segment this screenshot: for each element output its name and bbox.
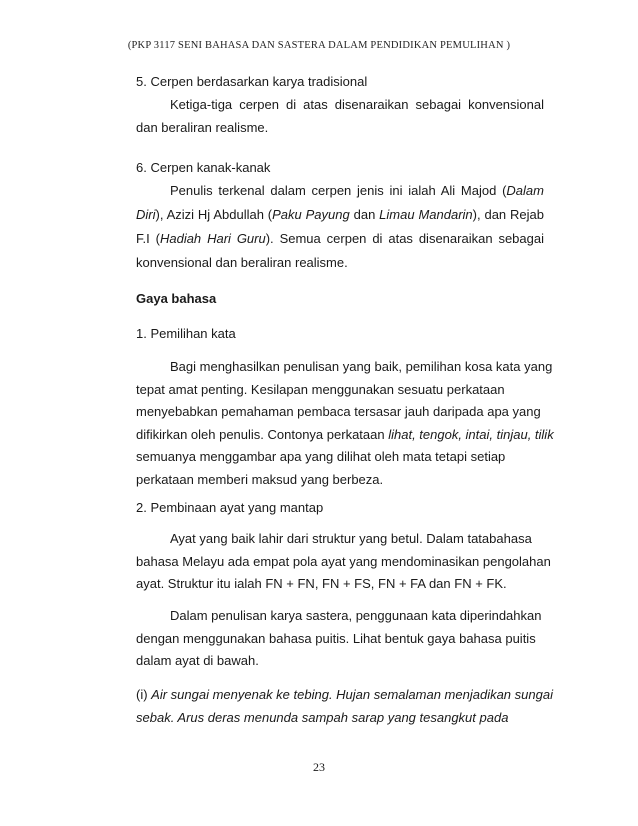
- example-words: lihat, tengok, intai, tinjau, tilik: [388, 426, 554, 442]
- running-header: (PKP 3117 SENI BAHASA DAN SASTERA DALAM PENDIDIKAN PEMULIHAN ): [127, 40, 511, 51]
- sub1-body: [136, 356, 554, 492]
- page-number: 23: [313, 760, 325, 774]
- title-paku-payung: Paku Payung: [272, 207, 350, 222]
- s6-text: ), dan Rejab F.I (: [136, 207, 544, 246]
- sub2-line: bahasa Melayu ada empat pola ayat yang mendominasikan pengolahan: [136, 553, 551, 569]
- example-i: [136, 683, 553, 729]
- sub2-body: [136, 528, 551, 596]
- example-text: Air sungai menyenak ke tebing. Hujan semalaman menjadikan sungai: [151, 687, 553, 702]
- title-hadiah-hari-guru: Hadiah Hari Guru: [159, 231, 266, 246]
- section-6: [136, 156, 544, 275]
- s6-text: ). Semua cerpen di atas disenaraikan sebagai konvensional dan beraliran realisme.: [136, 231, 544, 270]
- gaya-bahasa-heading: Gaya bahasa: [136, 291, 217, 306]
- example-label: (i): [136, 687, 152, 702]
- s6-text: dan: [349, 207, 380, 222]
- section-5-heading: 5. Cerpen berdasarkan karya tradisional: [136, 74, 368, 89]
- sub1-line: perkataan memberi maksud yang berbeza.: [136, 471, 384, 487]
- sub1-line: [136, 424, 554, 447]
- s6-text: ), Azizi Hj Abdullah (: [155, 207, 273, 222]
- sub2-body-2: [136, 605, 544, 673]
- sub2-line: ayat. Struktur itu ialah FN + FN, FN + FS, FN + FA dan FN + FK.: [136, 576, 507, 592]
- sub2-line: Ayat yang baik lahir dari struktur yang betul. Dalam tatabahasa: [170, 531, 532, 546]
- sub1-line: menyebabkan pemahaman pembaca tersasar jauh daripada apa yang: [136, 404, 541, 420]
- title-limau-mandarin: Limau Mandarin: [379, 207, 473, 222]
- sub1-text: difikirkan oleh penulis. Contonya perkataan: [136, 426, 389, 442]
- title-dalam-diri: Dalam Diri: [136, 183, 544, 222]
- sub2-line: dalam ayat di bawah.: [136, 653, 259, 669]
- example-text: sebak. Arus deras menunda sampah sarap yang tesangkut pada: [136, 710, 509, 725]
- sub1-heading: 1. Pemilihan kata: [136, 326, 236, 341]
- section-6-body: [136, 179, 544, 275]
- example-line: [136, 706, 544, 729]
- section-5-body: Ketiga-tiga cerpen di atas disenaraikan sebagai konvensional dan beraliran realisme.: [136, 97, 544, 135]
- sub2-line: dengan menggunakan bahasa puitis. Lihat bentuk gaya bahasa puitis: [136, 630, 536, 646]
- sub2-heading: 2. Pembinaan ayat yang mantap: [136, 500, 324, 515]
- example-line: [136, 683, 553, 706]
- s6-text: Penulis terkenal dalam cerpen jenis ini ialah Ali Majod (: [170, 183, 507, 198]
- section-6-heading: 6. Cerpen kanak-kanak: [136, 160, 271, 175]
- sub2-line: Dalam penulisan karya sastera, penggunaan kata diperindahkan: [170, 608, 542, 623]
- sub1-line: semuanya menggambar apa yang dilihat oleh mata tetapi setiap: [136, 449, 506, 465]
- section-5: [136, 70, 544, 139]
- sub1-line: tepat amat penting. Kesilapan menggunakan sesuatu perkataan: [136, 381, 505, 397]
- sub1-line: Bagi menghasilkan penulisan yang baik, pemilihan kosa kata yang: [170, 359, 553, 374]
